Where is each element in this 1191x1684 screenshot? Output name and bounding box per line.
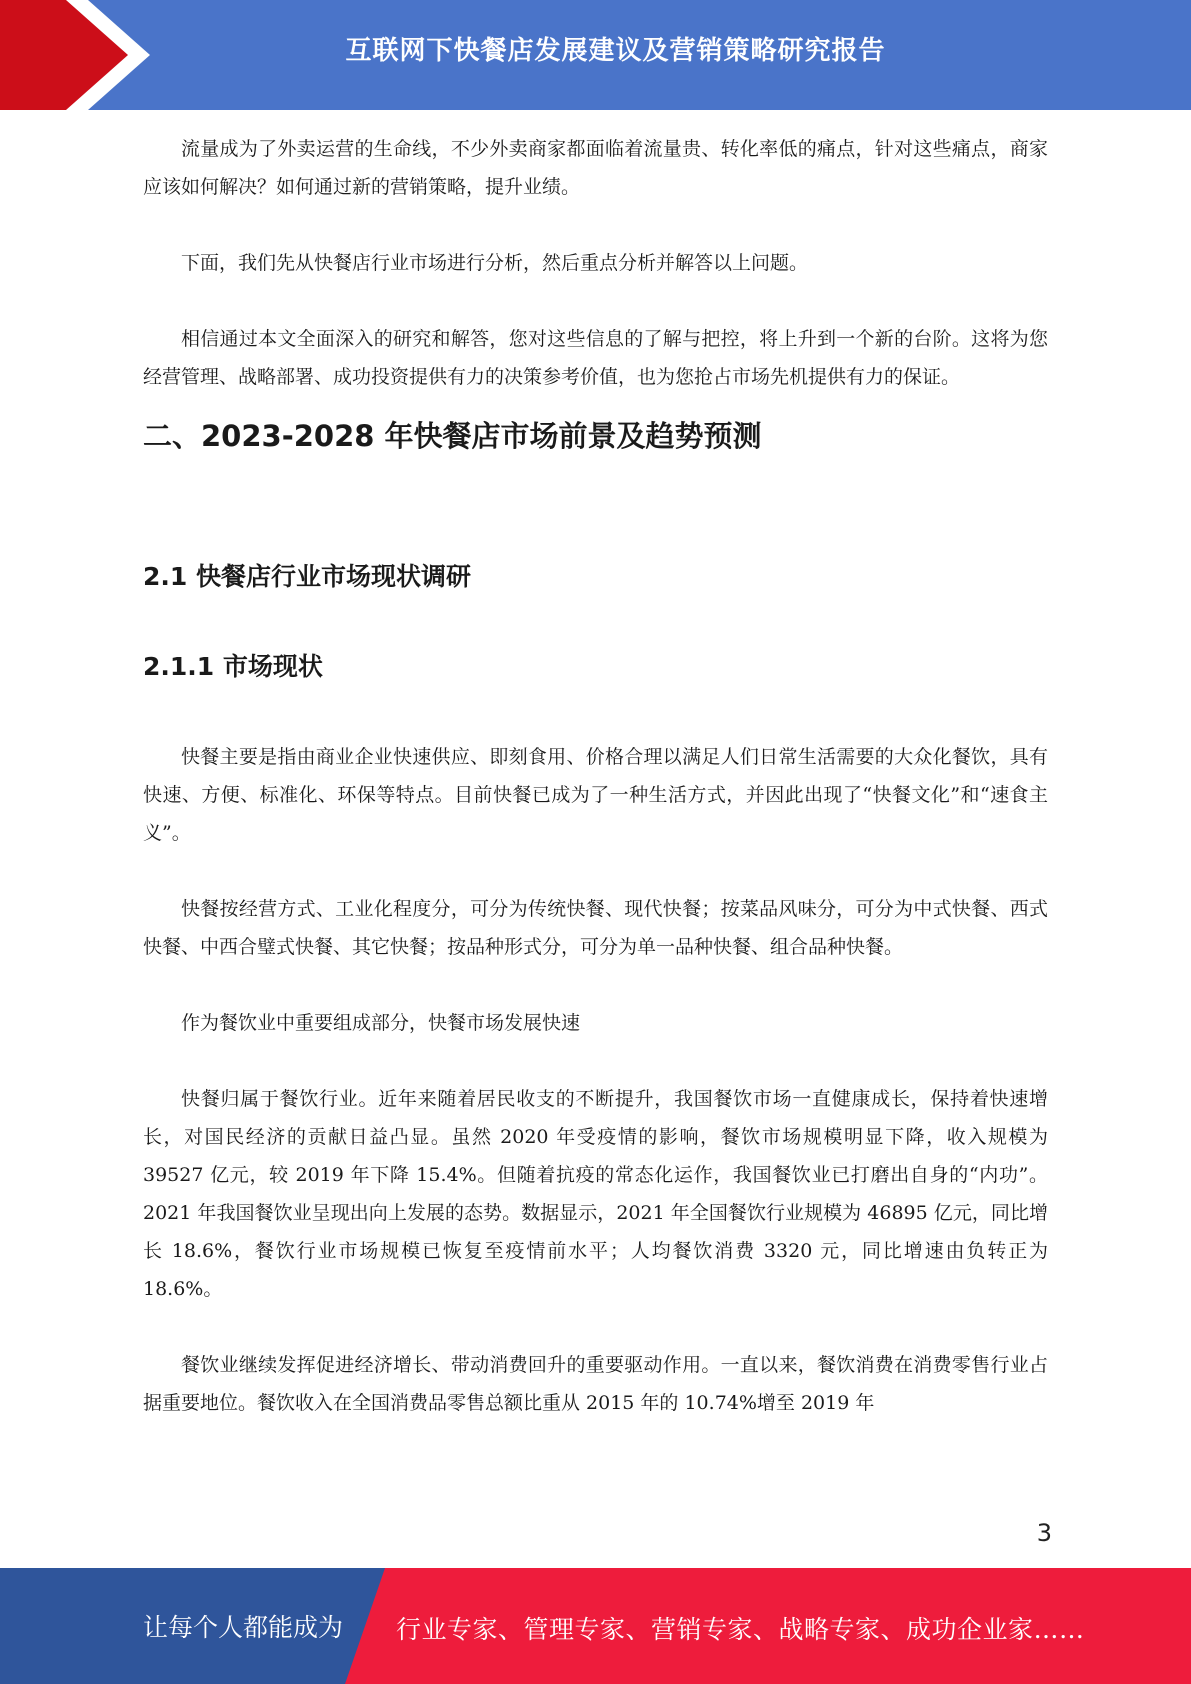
section-heading: 二、2023-2028 年快餐店市场前景及趋势预测 [143,419,762,453]
page-number: 3 [1036,1519,1052,1547]
footer-slogan-right: 行业专家、管理专家、营销专家、战略专家、成功企业家…… [396,1615,1085,1644]
body-paragraph: 快餐按经营方式、工业化程度分，可分为传统快餐、现代快餐；按菜品风味分，可分为中式快餐、西式快餐、中西合璧式快餐、其它快餐；按品种形式分，可分为单一品种快餐、组合品种快餐。 [143,898,1048,958]
page-header [0,0,1191,110]
subsection-heading: 2.1 快餐店行业市场现状调研 [143,562,471,591]
body-paragraph: 快餐主要是指由商业企业快速供应、即刻食用、价格合理以满足人们日常生活需要的大众化餐饮，具有快速、方便、标准化、环保等特点。目前快餐已成为了一种生活方式，并因此出现了“快餐文化”和“速食主义”。 [143,746,1048,844]
intro-paragraph: 相信通过本文全面深入的研究和解答，您对这些信息的了解与把控，将上升到一个新的台阶。这将为您经营管理、战略部署、成功投资提供有力的决策参考价值，也为您抢占市场先机提供有力的保证。 [143,328,1048,388]
body-paragraph: 快餐归属于餐饮行业。近年来随着居民收支的不断提升，我国餐饮市场一直健康成长，保持着快速增长，对国民经济的贡献日益凸显。虽然 2020 年受疫情的影响，餐饮市场规模明显下降，收入规模为 39527 亿元，较 2019 年下降 15.4%。但随着抗疫的常态化运作，我国餐饮业已打磨出自身的“内功”。2021 年我国餐饮业呈现出向上发展的态势。数据显示，2021 年全国餐饮行业规模为 46895 亿元，同比增长 18.6%，餐饮行业市场规模已恢复至疫情前水平；人均餐饮消费 3320 元，同比增速由负转正为 18.6%。 [143,1088,1048,1300]
page-footer [0,1568,1191,1684]
footer-slogan-left: 让每个人都能成为 [143,1613,344,1642]
body-paragraph: 餐饮业继续发挥促进经济增长、带动消费回升的重要驱动作用。一直以来，餐饮消费在消费零售行业占据重要地位。餐饮收入在全国消费品零售总额比重从 2015 年的 10.74%增至 2019 年 [143,1354,1048,1414]
document-body [143,130,1048,1460]
subsubsection-heading: 2.1.1 市场现状 [143,652,323,681]
intro-paragraph: 流量成为了外卖运营的生命线，不少外卖商家都面临着流量贵、转化率低的痛点，针对这些痛点，商家应该如何解决？如何通过新的营销策略，提升业绩。 [143,138,1048,198]
intro-paragraph: 下面，我们先从快餐店行业市场进行分析，然后重点分析并解答以上问题。 [181,252,809,274]
report-title: 互联网下快餐店发展建议及营销策略研究报告 [345,36,886,66]
body-paragraph: 作为餐饮业中重要组成部分，快餐市场发展快速 [181,1012,581,1034]
